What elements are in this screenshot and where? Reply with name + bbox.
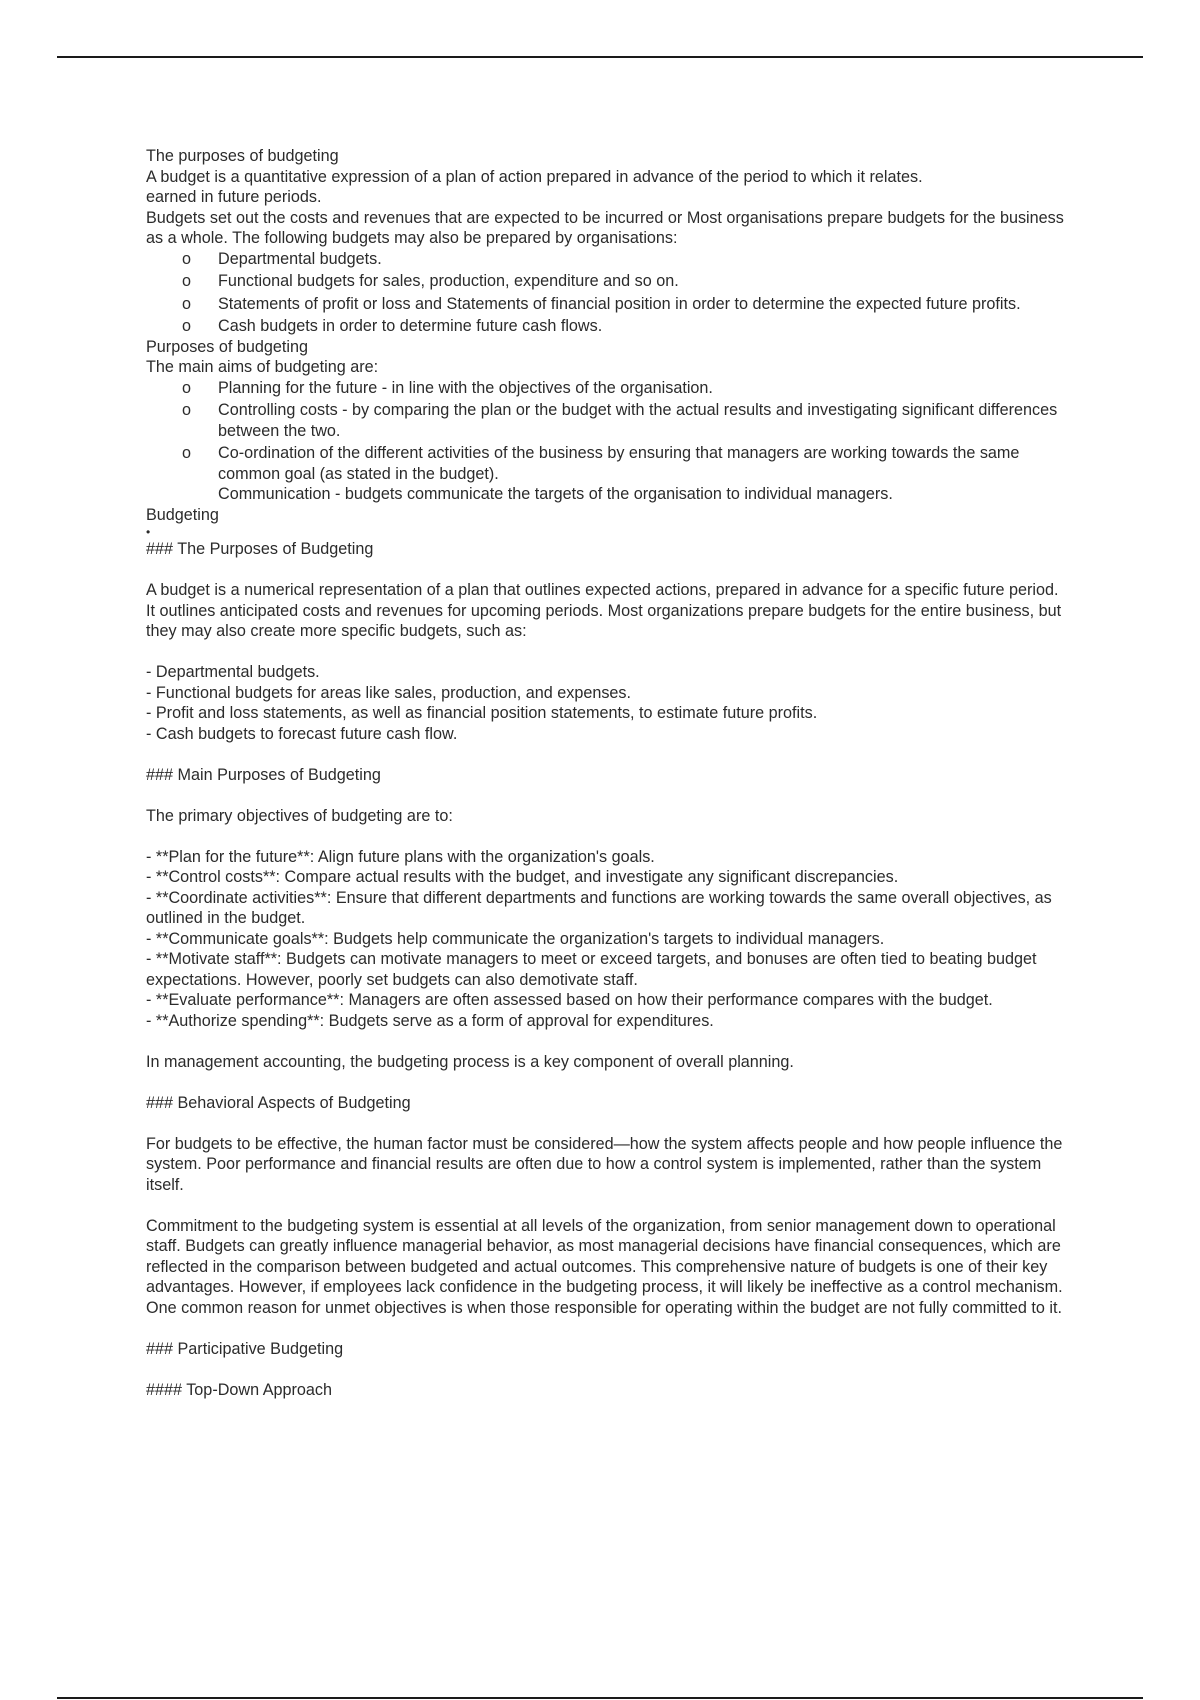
budget-types-list [146,249,1066,337]
list-item-text: Controlling costs - by comparing the plan or the budget with the actual results and investigating significant differences between the two. [218,401,1058,440]
markdown-list-item: - Cash budgets to forecast future cash flow. [146,724,458,743]
paragraph: In management accounting, the budgeting process is a key component of overall planning. [146,1052,794,1071]
list-item-text: Planning for the future - in line with the objectives of the organisation. [218,378,713,397]
section-title: Purposes of budgeting [146,337,308,356]
list-item [146,378,1066,399]
paragraph: A budget is a quantitative expression of a plan of action prepared in advance of the period to which it relates. [146,167,923,186]
list-item [146,400,1066,441]
paragraph: earned in future periods. [146,188,322,206]
list-marker: o [182,317,192,335]
markdown-list-item: - **Motivate staff**: Budgets can motivate managers to meet or exceed targets, and bonuses are often tied to beating budget expectations. However, poorly set budgets can also demotivate staff. [146,950,1037,989]
list-marker: o [182,444,192,462]
list-item [146,271,1066,292]
markdown-heading: ### The Purposes of Budgeting [146,540,374,558]
label: Budgeting [146,505,219,524]
list-item [146,249,1066,270]
markdown-list-item: - **Plan for the future**: Align future plans with the organization's goals. [146,847,655,866]
footer-rule [57,1697,1143,1699]
markdown-heading: ### Behavioral Aspects of Budgeting [146,1093,411,1112]
bullet-glyph: • [146,525,151,539]
list-item-text: Cash budgets in order to determine future cash flows. [218,317,603,335]
markdown-list-item: - Departmental budgets. [146,663,320,681]
paragraph: The main aims of budgeting are: [146,358,379,376]
paragraph: The primary objectives of budgeting are to: [146,806,453,825]
list-marker: o [182,272,192,290]
markdown-subheading: #### Top-Down Approach [146,1380,332,1399]
markdown-list-item: - **Control costs**: Compare actual results with the budget, and investigate any significant discrepancies. [146,868,899,886]
budget-aims-list [146,378,1066,485]
markdown-list-item: - **Communicate goals**: Budgets help communicate the organization's targets to individual managers. [146,929,885,948]
list-marker: o [182,378,192,397]
markdown-list-item: - **Authorize spending**: Budgets serve as a form of approval for expenditures. [146,1011,714,1030]
list-continuation: Communication - budgets communicate the targets of the organisation to individual managers. [218,485,893,503]
paragraph: Budgets set out the costs and revenues that are expected to be incurred or Most organisations prepare budgets for the business as a whole. The following budgets may also be prepared by organisations: [146,208,1064,247]
document-body [146,146,1066,1400]
list-item [146,443,1066,484]
paragraph: For budgets to be effective, the human factor must be considered—how the system affects people and how people influence the system. Poor performance and financial results are often due to how a control system is implemented, rather than the system itself. [146,1134,1063,1194]
list-item-text: Functional budgets for sales, production, expenditure and so on. [218,272,679,290]
paragraph: A budget is a numerical representation of a plan that outlines expected actions, prepared in advance for a specific future period. It outlines anticipated costs and revenues for upcoming periods. Most organizations prepare budgets for the entire business, but they may also create more specific budgets, such as: [146,581,1062,640]
list-item-text: Statements of profit or loss and Statements of financial position in order to determine the expected future profits. [218,294,1021,313]
header-rule [57,56,1143,58]
markdown-list-item: - Profit and loss statements, as well as financial position statements, to estimate future profits. [146,704,818,722]
paragraph: Commitment to the budgeting system is essential at all levels of the organization, from senior management down to operational staff. Budgets can greatly influence managerial behavior, as most managerial decisions have financial consequences, which are reflected in the comparison between budgeted and actual outcomes. This comprehensive nature of budgets is one of their key advantages. However, if employees lack confidence in the budgeting process, it will likely be ineffective as a control mechanism. One common reason for unmet objectives is when those responsible for operating within the budget are not fully committed to it. [146,1216,1063,1317]
markdown-list-item: - **Evaluate performance**: Managers are often assessed based on how their performance compares with the budget. [146,991,993,1009]
markdown-list-item: - Functional budgets for areas like sales, production, and expenses. [146,683,632,702]
list-marker: o [182,249,192,268]
list-marker: o [182,401,192,419]
markdown-list-item: - **Coordinate activities**: Ensure that different departments and functions are working towards the same overall objectives, as outlined in the budget. [146,888,1052,927]
markdown-heading: ### Participative Budgeting [146,1339,344,1358]
list-item-text: Co-ordination of the different activities of the business by ensuring that managers are working towards the same common goal (as stated in the budget). [218,444,1020,483]
markdown-heading: ### Main Purposes of Budgeting [146,765,381,784]
list-marker: o [182,294,192,313]
list-item [146,316,1066,337]
list-item-text: Departmental budgets. [218,249,382,268]
section-title: The purposes of budgeting [146,147,339,165]
list-item [146,294,1066,315]
